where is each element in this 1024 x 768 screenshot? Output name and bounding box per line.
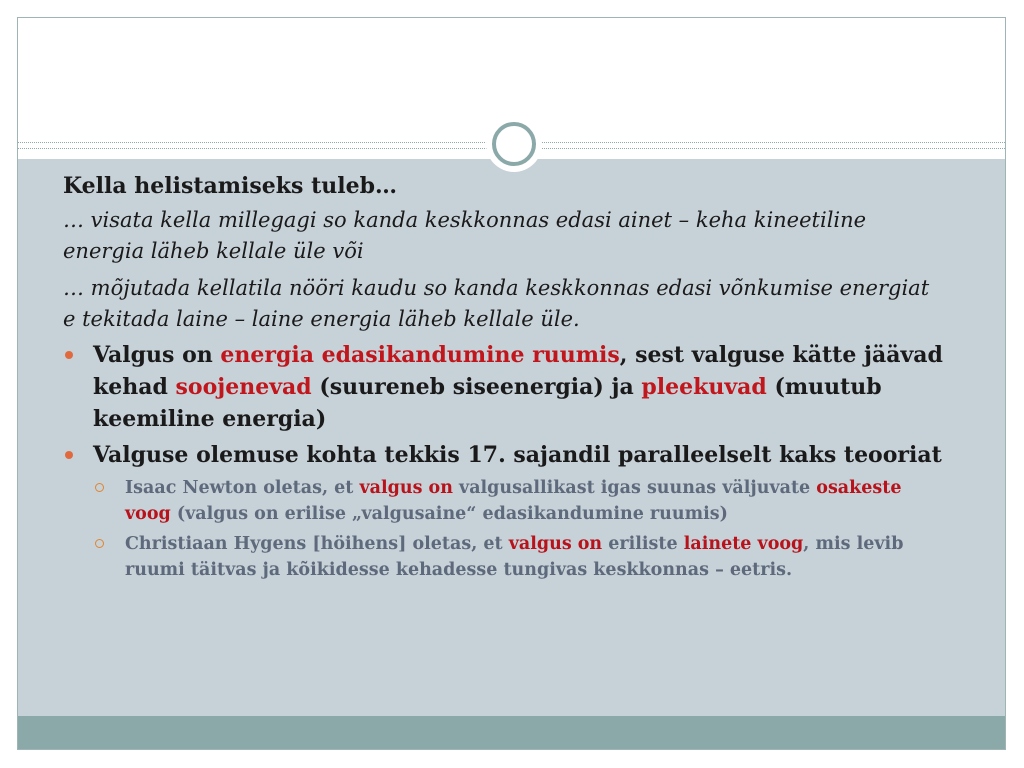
ring-ornament-icon [492,122,536,166]
bullet-light-energy [63,339,943,435]
sub1-highlight-2: osakeste voog [125,478,902,524]
bullet1-text-4: (muutub keemiline energia) [93,374,882,432]
bullet2-text: Valguse olemuse kohta tekkis 17. sajandil paralleelselt kaks teooriat [93,442,942,468]
intro-line-1: … visata kella millegagi so kanda keskkonnas edasi ainet – keha kineetiline energia läheb kellale üle või [63,208,867,263]
sub2-text-3: , mis levib ruumi täitvas ja kõikidesse kehadesse tungivas keskkonnas – eetris. [125,534,904,580]
bullet1-text-1: Valgus on [93,342,221,368]
sub2-text-2: eriliste [602,534,684,554]
sub-bullet-ring-icon [95,483,104,492]
bullet1-highlight-1: energia edasikandumine ruumis [220,342,620,368]
bullet-two-theories [63,439,943,471]
bullet1-highlight-3: pleekuvad [641,374,767,400]
sub2-text-1: Christiaan Hygens [höihens] oletas, et [125,534,509,554]
bullet1-highlight-2: soojenevad [175,374,312,400]
bullet1-text-2: , sest valguse kätte jäävad kehad [93,342,943,400]
sub-bullet-hygens [63,531,943,583]
sub-bullet-newton [63,475,943,527]
sub1-text-3: (valgus on erilise „valgusaine“ edasikandumine ruumis) [170,504,728,524]
footer-bar [18,716,1005,750]
sub-bullet-ring-icon [95,539,104,548]
bullet-dot-icon [65,351,73,359]
sub2-highlight-1: valgus on [508,534,603,554]
intro-title: Kella helistamiseks tuleb… [63,173,397,199]
sub1-text-1: Isaac Newton oletas, et [125,478,360,498]
slide [17,17,1006,750]
slide-body [63,173,943,583]
sub1-highlight-1: valgus on [359,478,453,498]
bullet-dot-icon [65,451,73,459]
intro-line-2: … mõjutada kellatila nööri kaudu so kanda keskkonnas edasi võnkumise energiat e tekitada laine – laine energia läheb kellale üle. [63,276,930,331]
bullet1-text-3: (suureneb siseenergia) ja [311,374,642,400]
sub1-text-2: valgusallikast igas suunas väljuvate [452,478,817,498]
sub2-highlight-2: lainete voog [683,534,804,554]
